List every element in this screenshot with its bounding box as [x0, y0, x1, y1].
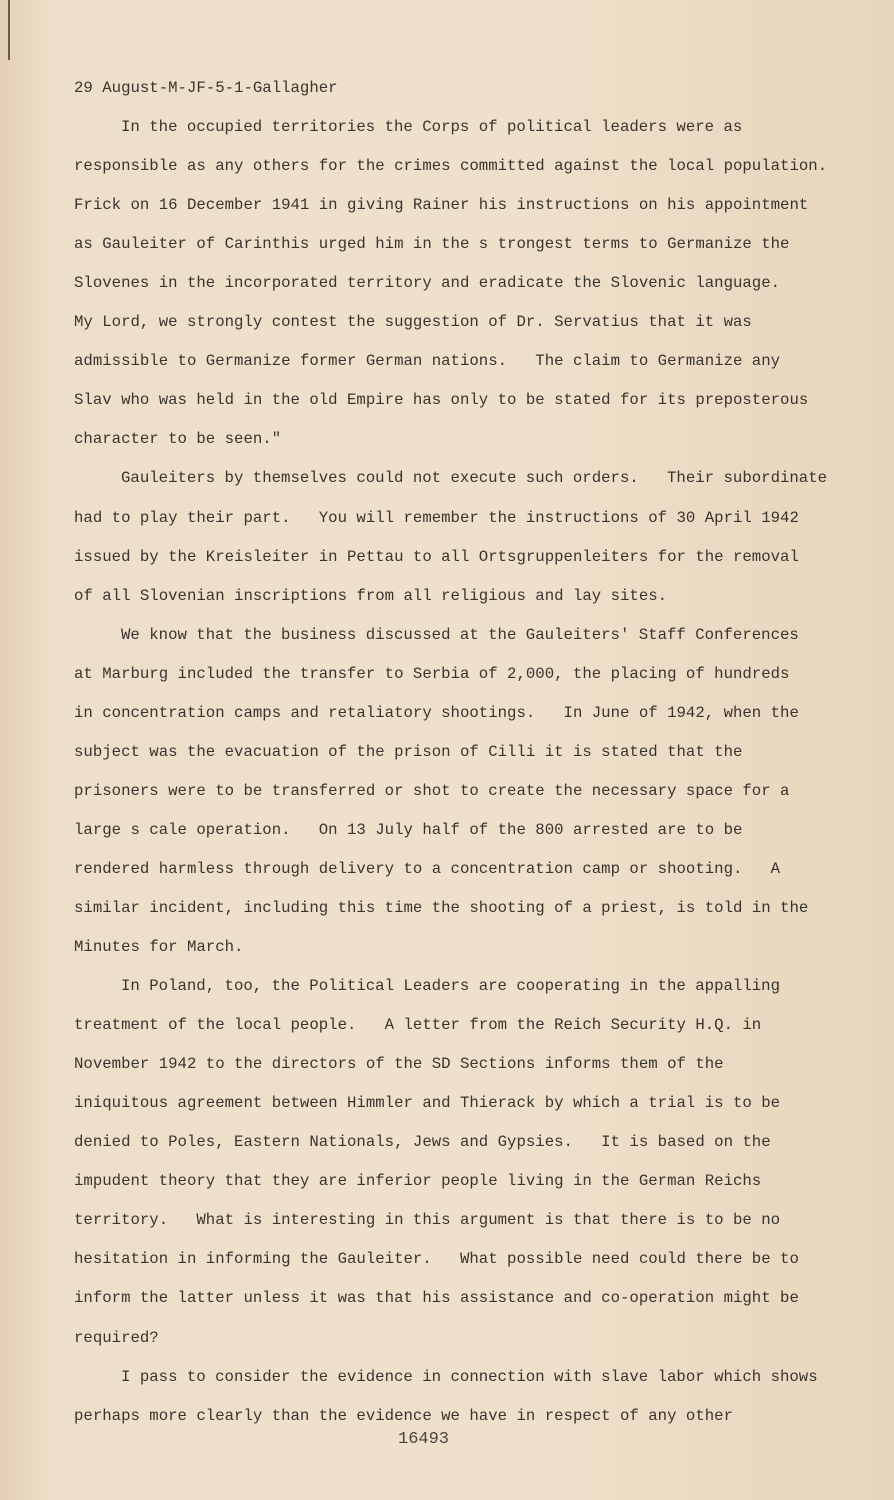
text-line: Minutes for March.	[74, 938, 244, 957]
text-line: treatment of the local people. A letter from the Reich Security H.Q. in	[74, 1016, 762, 1035]
text-line: We know that the business discussed at the Gauleiters' Staff Conferences	[121, 625, 799, 644]
text-line: at Marburg included the transfer to Serbia of 2,000, the placing of hundreds	[74, 664, 790, 683]
text-line: iniquitous agreement between Himmler and Thierack by which a trial is to be	[74, 1094, 781, 1113]
text-line: admissible to Germanize former German nations. The claim to Germanize any	[74, 352, 781, 371]
text-line: Frick on 16 December 1941 in giving Rainer his instructions on his appointment	[74, 196, 809, 215]
text-line: character to be seen."	[74, 430, 282, 449]
text-line: hesitation in informing the Gauleiter. What possible need could there be to	[74, 1250, 799, 1269]
text-line: prisoners were to be transferred or shot to create the necessary space for a	[74, 781, 790, 800]
text-line: impudent theory that they are inferior people living in the German Reichs	[74, 1172, 762, 1191]
text-line: responsible as any others for the crimes committed against the local population.	[74, 157, 828, 176]
text-line: required?	[74, 1328, 159, 1347]
text-line: In the occupied territories the Corps of political leaders were as	[121, 118, 743, 137]
text-line: perhaps more clearly than the evidence we have in respect of any other	[74, 1406, 733, 1425]
text-line: large s cale operation. On 13 July half of the 800 arrested are to be	[74, 820, 743, 839]
text-line: Gauleiters by themselves could not execute such orders. Their subordinate	[121, 469, 828, 488]
text-line: issued by the Kreisleiter in Pettau to all Ortsgruppenleiters for the removal	[74, 547, 799, 566]
text-line: I pass to consider the evidence in connection with slave labor which shows	[121, 1367, 818, 1386]
text-line: had to play their part. You will remember the instructions of 30 April 1942	[74, 508, 799, 527]
page-number: 16493	[398, 1430, 450, 1449]
text-line: denied to Poles, Eastern Nationals, Jews and Gypsies. It is based on the	[74, 1133, 771, 1152]
page-edge-mark	[8, 0, 10, 60]
text-line: Slovenes in the incorporated territory and eradicate the Slovenic language.	[74, 274, 781, 293]
typewritten-page	[74, 69, 884, 1436]
text-line: inform the latter unless it was that his assistance and co-operation might be	[74, 1289, 799, 1308]
text-line: Slav who was held in the old Empire has only to be stated for its preposterous	[74, 391, 809, 410]
text-line: in concentration camps and retaliatory shootings. In June of 1942, when the	[74, 703, 799, 722]
text-line: of all Slovenian inscriptions from all religious and lay sites.	[74, 586, 668, 605]
text-line: similar incident, including this time the shooting of a priest, is told in the	[74, 898, 809, 917]
document-header: 29 August-M-JF-5-1-Gallagher	[74, 79, 338, 97]
text-line: subject was the evacuation of the prison of Cilli it is stated that the	[74, 742, 743, 761]
text-line: November 1942 to the directors of the SD Sections informs them of the	[74, 1055, 724, 1074]
text-line: rendered harmless through delivery to a concentration camp or shooting. A	[74, 859, 781, 878]
text-line: as Gauleiter of Carinthis urged him in the s trongest terms to Germanize the	[74, 235, 790, 254]
text-line: My Lord, we strongly contest the suggestion of Dr. Servatius that it was	[74, 313, 752, 332]
text-line: territory. What is interesting in this argument is that there is to be no	[74, 1211, 781, 1230]
text-line: In Poland, too, the Political Leaders are cooperating in the appalling	[121, 977, 780, 996]
